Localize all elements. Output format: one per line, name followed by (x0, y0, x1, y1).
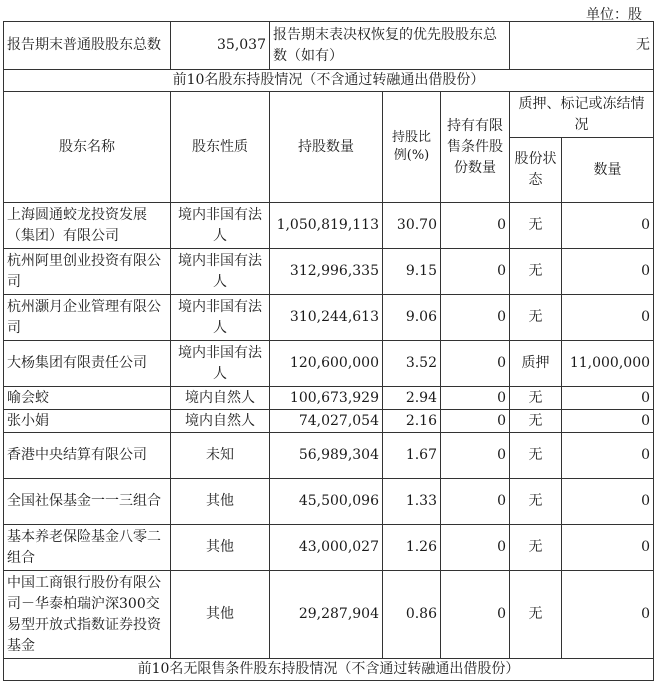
shareholder-restricted: 0 (441, 387, 510, 410)
pledge-qty: 0 (562, 479, 654, 525)
table-row (4, 479, 654, 525)
shareholder-name: 大杨集团有限责任公司 (4, 341, 171, 387)
shareholder-name: 基本养老保险基金八零二组合 (4, 525, 171, 571)
pledge-status: 无 (510, 249, 562, 295)
shareholder-nature: 未知 (171, 433, 270, 479)
shareholder-ratio: 1.26 (383, 525, 441, 571)
shareholder-restricted: 0 (441, 410, 510, 433)
shareholder-name: 全国社保基金一一三组合 (4, 479, 171, 525)
shareholder-restricted: 0 (441, 341, 510, 387)
unit-label: 单位：股 (586, 7, 642, 23)
shareholder-ratio: 2.94 (383, 387, 441, 410)
table-row (4, 249, 654, 295)
pledge-status: 无 (510, 571, 562, 659)
table-row (4, 295, 654, 341)
header-name: 股东名称 (4, 92, 171, 203)
shareholder-shares: 100,673,929 (270, 387, 383, 410)
pledge-status: 无 (510, 387, 562, 410)
table-row (4, 433, 654, 479)
shareholder-shares: 312,996,335 (270, 249, 383, 295)
shareholder-ratio: 9.15 (383, 249, 441, 295)
header-row-1 (4, 92, 654, 138)
summary-row (4, 22, 654, 70)
shareholder-ratio: 3.52 (383, 341, 441, 387)
table-row (4, 571, 654, 659)
shareholder-nature: 境内自然人 (171, 387, 270, 410)
shareholder-name: 香港中央结算有限公司 (4, 433, 171, 479)
preferred-holders-label: 报告期末表决权恢复的优先股股东总数（如有） (270, 22, 510, 70)
shareholder-name: 杭州灏月企业管理有限公司 (4, 295, 171, 341)
shareholder-restricted: 0 (441, 525, 510, 571)
shareholder-shares: 29,287,904 (270, 571, 383, 659)
table-row (4, 341, 654, 387)
shareholder-nature: 境内非国有法人 (171, 341, 270, 387)
shareholder-shares: 310,244,613 (270, 295, 383, 341)
preferred-holders-value: 无 (510, 22, 654, 70)
shareholder-ratio: 0.86 (383, 571, 441, 659)
pledge-qty: 0 (562, 410, 654, 433)
header-restricted: 持有有限售条件股份数量 (441, 92, 510, 203)
shareholder-shares: 1,050,819,113 (270, 203, 383, 249)
section-title-row (4, 70, 654, 92)
pledge-status: 无 (510, 295, 562, 341)
shareholder-nature: 其他 (171, 479, 270, 525)
pledge-status: 质押 (510, 341, 562, 387)
shareholder-shares: 43,000,027 (270, 525, 383, 571)
section-title: 前10名股东持股情况（不含通过转融通出借股份） (4, 70, 654, 92)
pledge-qty: 0 (562, 249, 654, 295)
pledge-qty: 0 (562, 571, 654, 659)
pledge-qty: 0 (562, 525, 654, 571)
shareholder-name: 杭州阿里创业投资有限公司 (4, 249, 171, 295)
header-pledge-status: 股份状态 (510, 138, 562, 203)
shareholders-table (3, 21, 654, 681)
pledge-status: 无 (510, 525, 562, 571)
shareholder-nature: 其他 (171, 571, 270, 659)
table-row (4, 203, 654, 249)
shareholder-name: 中国工商银行股份有限公司－华泰柏瑞沪深300交易型开放式指数证券投资基金 (4, 571, 171, 659)
shareholder-restricted: 0 (441, 249, 510, 295)
shareholder-nature: 境内自然人 (171, 410, 270, 433)
footer-partial-title: 前10名无限售条件股东持股情况（不含通过转融通出借股份） (4, 659, 654, 681)
shareholder-nature: 境内非国有法人 (171, 249, 270, 295)
shareholder-ratio: 1.33 (383, 479, 441, 525)
shareholder-name: 张小娟 (4, 410, 171, 433)
header-pledge-qty: 数量 (562, 138, 654, 203)
pledge-qty: 0 (562, 433, 654, 479)
header-nature: 股东性质 (171, 92, 270, 203)
shareholder-ratio: 9.06 (383, 295, 441, 341)
table-row (4, 410, 654, 433)
shareholder-ratio: 2.16 (383, 410, 441, 433)
footer-partial-row (4, 659, 654, 681)
shareholder-restricted: 0 (441, 479, 510, 525)
shareholder-ratio: 30.70 (383, 203, 441, 249)
shareholder-name: 上海圆通蛟龙投资发展（集团）有限公司 (4, 203, 171, 249)
shareholder-nature: 境内非国有法人 (171, 203, 270, 249)
pledge-status: 无 (510, 479, 562, 525)
shareholder-shares: 74,027,054 (270, 410, 383, 433)
header-shares: 持股数量 (270, 92, 383, 203)
pledge-status: 无 (510, 433, 562, 479)
pledge-qty: 0 (562, 387, 654, 410)
table-row (4, 387, 654, 410)
shareholder-shares: 120,600,000 (270, 341, 383, 387)
table-row (4, 525, 654, 571)
pledge-status: 无 (510, 410, 562, 433)
shareholder-restricted: 0 (441, 295, 510, 341)
shareholder-shares: 56,989,304 (270, 433, 383, 479)
shareholder-restricted: 0 (441, 203, 510, 249)
pledge-qty: 0 (562, 203, 654, 249)
common-holders-label: 报告期末普通股股东总数 (4, 22, 171, 70)
shareholder-restricted: 0 (441, 433, 510, 479)
shareholder-restricted: 0 (441, 571, 510, 659)
pledge-qty: 11,000,000 (562, 341, 654, 387)
header-ratio: 持股比例(%) (383, 92, 441, 203)
common-holders-value: 35,037 (171, 22, 270, 70)
header-pledge-group: 质押、标记或冻结情况 (510, 92, 654, 138)
shareholder-nature: 境内非国有法人 (171, 295, 270, 341)
shareholder-nature: 其他 (171, 525, 270, 571)
shareholder-shares: 45,500,096 (270, 479, 383, 525)
shareholder-ratio: 1.67 (383, 433, 441, 479)
pledge-status: 无 (510, 203, 562, 249)
pledge-qty: 0 (562, 295, 654, 341)
shareholder-name: 喻会蛟 (4, 387, 171, 410)
